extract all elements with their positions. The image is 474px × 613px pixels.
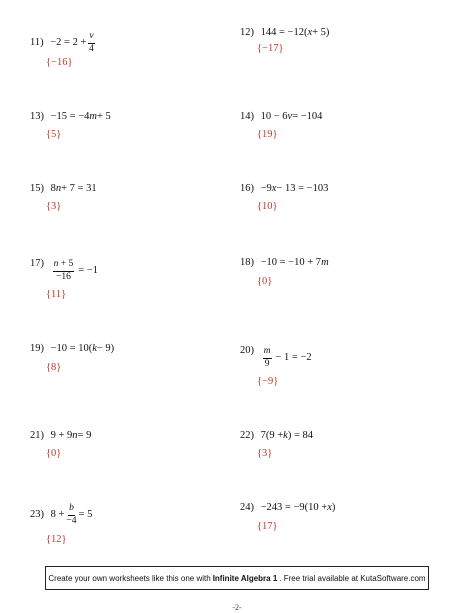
problem-number: 16) <box>240 183 254 194</box>
problem-number: 17) <box>30 258 44 269</box>
problem-22 <box>240 431 313 442</box>
footer-text: Create your own worksheets like this one with <box>48 573 211 583</box>
answer-24: {17} <box>257 521 278 532</box>
denominator: 4 <box>89 43 94 54</box>
variable: n <box>55 183 62 194</box>
variable: m <box>89 111 97 122</box>
answer-11: {−16} <box>46 57 73 68</box>
equation-text: = −104 <box>292 111 323 122</box>
variable: x <box>327 502 332 513</box>
answer-18: {0} <box>257 276 273 287</box>
equation-text: 8 + <box>50 508 65 520</box>
problem-23 <box>30 504 92 526</box>
equation <box>261 347 312 369</box>
fraction <box>53 260 75 282</box>
equation <box>51 504 93 526</box>
equation <box>261 258 329 269</box>
problem-24 <box>240 503 335 514</box>
variable: n <box>53 259 59 269</box>
variable: x <box>307 27 313 38</box>
equation-text: = −1 <box>78 264 98 276</box>
answer-20: {−9} <box>257 376 279 387</box>
equation-text: − 1 = −2 <box>275 351 312 363</box>
equation <box>261 431 313 442</box>
equation-text: −2 = 2 + <box>50 36 87 48</box>
equation-text: −15 = −4 <box>50 111 90 122</box>
problem-number: 22) <box>240 430 254 441</box>
numerator-text: + 5 <box>58 259 74 269</box>
equation-text: 144 = −12( <box>260 27 308 38</box>
answer-23: {12} <box>46 534 67 545</box>
equation-text: = 5 <box>78 508 93 520</box>
problem-number: 12) <box>240 27 254 38</box>
equation <box>51 260 98 282</box>
denominator: −16 <box>56 271 71 282</box>
numerator: b <box>68 504 75 516</box>
problem-number: 21) <box>30 430 44 441</box>
variable: x <box>271 183 277 194</box>
equation-text: = 9 <box>77 430 92 441</box>
problem-15 <box>30 184 97 195</box>
equation-text: −243 = −9(10 + <box>260 502 328 513</box>
equation-text: 7(9 + <box>260 430 284 441</box>
equation <box>50 32 96 54</box>
equation <box>51 344 115 355</box>
equation-text: 10 − 6 <box>260 111 288 122</box>
problem-number: 23) <box>30 508 44 520</box>
equation <box>261 184 329 195</box>
problem-number: 13) <box>30 111 44 122</box>
answer-19: {8} <box>46 362 62 373</box>
equation-text: − 13 = −103 <box>276 183 329 194</box>
equation-text: 8 <box>50 183 56 194</box>
equation-text: ) = 84 <box>287 430 314 441</box>
answer-13: {5} <box>46 129 62 140</box>
equation-text: 9 + 9 <box>50 430 73 441</box>
problem-11 <box>30 32 97 54</box>
equation-text: ) <box>331 502 336 513</box>
problem-number: 24) <box>240 502 254 513</box>
denominator: −4 <box>66 515 77 526</box>
problem-number: 11) <box>30 36 44 48</box>
answer-14: {19} <box>257 129 278 140</box>
problem-13 <box>30 112 111 123</box>
variable: n <box>72 430 78 441</box>
problem-18 <box>240 258 329 269</box>
equation <box>51 112 111 123</box>
problem-17 <box>30 259 98 282</box>
variable: k <box>283 430 288 441</box>
problem-number: 20) <box>240 345 254 356</box>
numerator: m <box>263 347 272 359</box>
footer-text: . Free trial available at KutaSoftware.com <box>279 573 426 583</box>
footer-banner <box>45 566 429 590</box>
equation <box>261 28 330 39</box>
footer-product-name: Infinite Algebra 1 <box>212 573 278 583</box>
problem-12 <box>240 28 329 39</box>
numerator: v <box>88 32 94 44</box>
problem-number: 19) <box>30 343 44 354</box>
equation-text: −10 = −10 + 7 <box>260 257 322 268</box>
answer-16: {10} <box>257 201 278 212</box>
answer-22: {3} <box>257 448 273 459</box>
variable: m <box>321 257 329 268</box>
answer-12: {−17} <box>257 43 284 54</box>
equation-text: − 9) <box>96 343 115 354</box>
equation <box>261 112 323 123</box>
problem-14 <box>240 112 322 123</box>
problem-19 <box>30 344 114 355</box>
denominator: 9 <box>264 358 270 369</box>
answer-21: {0} <box>46 448 62 459</box>
answer-17: {11} <box>46 289 67 300</box>
problem-20 <box>240 346 312 369</box>
variable: v <box>287 111 293 122</box>
equation <box>51 431 92 442</box>
answer-15: {3} <box>46 201 62 212</box>
fraction <box>88 32 94 54</box>
variable: k <box>92 343 97 354</box>
equation-text: −10 = 10( <box>50 343 93 354</box>
equation-text: −9 <box>260 183 272 194</box>
fraction <box>66 504 76 526</box>
fraction <box>263 347 272 369</box>
equation-text: + 7 = 31 <box>61 183 97 194</box>
equation-text: + 5) <box>312 27 330 38</box>
problem-21 <box>30 431 91 442</box>
problem-16 <box>240 184 328 195</box>
problem-number: 15) <box>30 183 44 194</box>
problem-number: 14) <box>240 111 254 122</box>
equation-text: + 5 <box>96 111 111 122</box>
equation <box>51 184 97 195</box>
numerator <box>53 260 75 272</box>
page-number: -2- <box>232 603 242 612</box>
equation <box>261 503 336 514</box>
problem-number: 18) <box>240 257 254 268</box>
